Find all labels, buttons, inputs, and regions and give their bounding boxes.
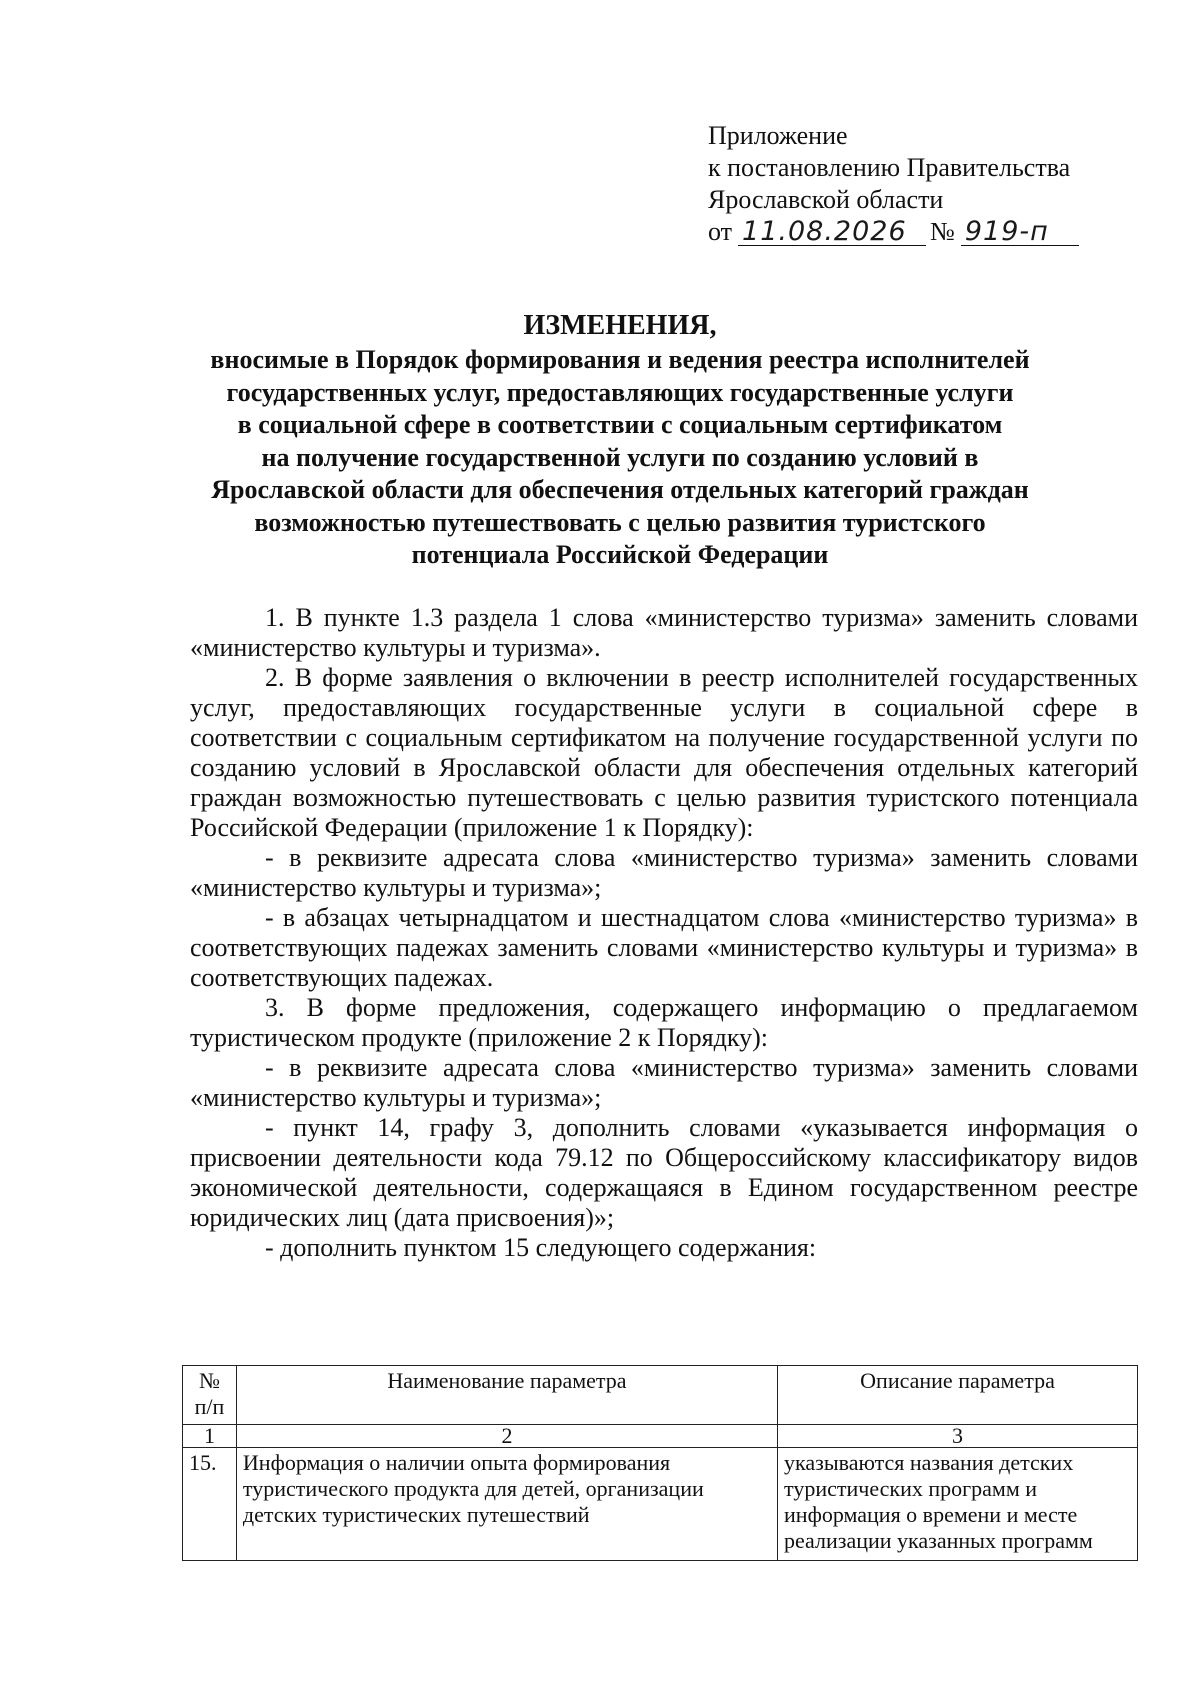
document-title [150,308,1090,572]
paragraph: - дополнить пунктом 15 следующего содержания: [265,1233,817,1262]
subtitle-line: вносимые в Порядок формирования и ведения реестра исполнителей [210,345,1030,374]
index-cell: 3 [778,1425,1138,1448]
table-row [183,1448,1138,1561]
subtitle-line: потенциала Российской Федерации [411,540,829,569]
paragraph: - в абзацах четырнадцатом и шестнадцатом слова «министерство туризма» в соответствующих падежах заменить словами «министерство культуры и туризма» в соответствующих падежах. [190,903,1138,992]
appendix-date-number-line [708,216,1148,248]
parameters-table [182,1365,1138,1561]
appendix-line-2: к постановлению Правительства [708,153,1071,182]
appendix-line-1: Приложение [708,121,848,150]
paragraph: - в реквизите адресата слова «министерство туризма» заменить словами «министерство культуры и туризма»; [190,1053,1138,1112]
handwritten-date: 11.08.2026 [738,219,926,246]
row-number: 15. [183,1448,237,1561]
paragraph: - в реквизите адресата слова «министерство туризма» заменить словами «министерство культуры и туризма»; [190,843,1138,902]
row-parameter-name: Информация о наличии опыта формирования туристического продукта для детей, организации детских туристических путешествий [236,1448,777,1561]
subtitle-line: государственных услуг, предоставляющих государственные услуги [226,377,1014,407]
row-parameter-description: указываются названия детских туристических программ и информация о времени и месте реализации указанных программ [778,1448,1138,1561]
header-parameter-name: Наименование параметра [236,1366,777,1425]
number-prefix: № [930,217,955,246]
index-cell: 2 [236,1425,777,1448]
paragraph: - пункт 14, графу 3, дополнить словами «указывается информация о присвоении деятельности кода 79.12 по Общероссийскому классификатору видов экономической деятельности, содержащаяся в Едином государственном реестре юридических лиц (дата присвоения)»; [190,1113,1138,1232]
table-header-row [183,1366,1138,1425]
subtitle-line: на получение государственной услуги по созданию условий в [261,442,979,472]
paragraph: 3. В форме предложения, содержащего информацию о предлагаемом туристическом продукте (приложение 2 к Порядку): [190,993,1138,1052]
appendix-line-3: Ярославской области [708,185,944,214]
header-number: № п/п [183,1366,237,1425]
paragraph: 2. В форме заявления о включении в реестр исполнителей государственных услуг, предоставляющих государственные услуги в социальной сфере в соответствии с социальным сертификатом на получение государственной услуги по созданию условий в Ярославской области для обеспечения отдельных категорий граждан возможностью путешествовать с целью развития туристского потенциала Российской Федерации (приложение 1 к Порядку): [190,663,1138,842]
paragraph: 1. В пункте 1.3 раздела 1 слова «министерство туризма» заменить словами «министерство культуры и туризма». [190,603,1138,662]
header-parameter-description: Описание параметра [778,1366,1138,1425]
subtitle-line: Ярославской области для обеспечения отдельных категорий граждан [211,475,1029,504]
index-cell: 1 [183,1425,237,1448]
appendix-header [708,120,1148,248]
document-body [190,603,1138,1263]
date-prefix: от [708,217,733,246]
handwritten-number: 919-п [961,219,1079,246]
title-main: ИЗМЕНЕНИЯ, [523,310,717,341]
table-index-row [183,1425,1138,1448]
subtitle-line: возможностью путешествовать с целью развития туристского [254,507,986,537]
title-subtitle [150,344,1090,572]
subtitle-line: в социальной сфере в соответствии с социальным сертификатом [237,410,1003,439]
